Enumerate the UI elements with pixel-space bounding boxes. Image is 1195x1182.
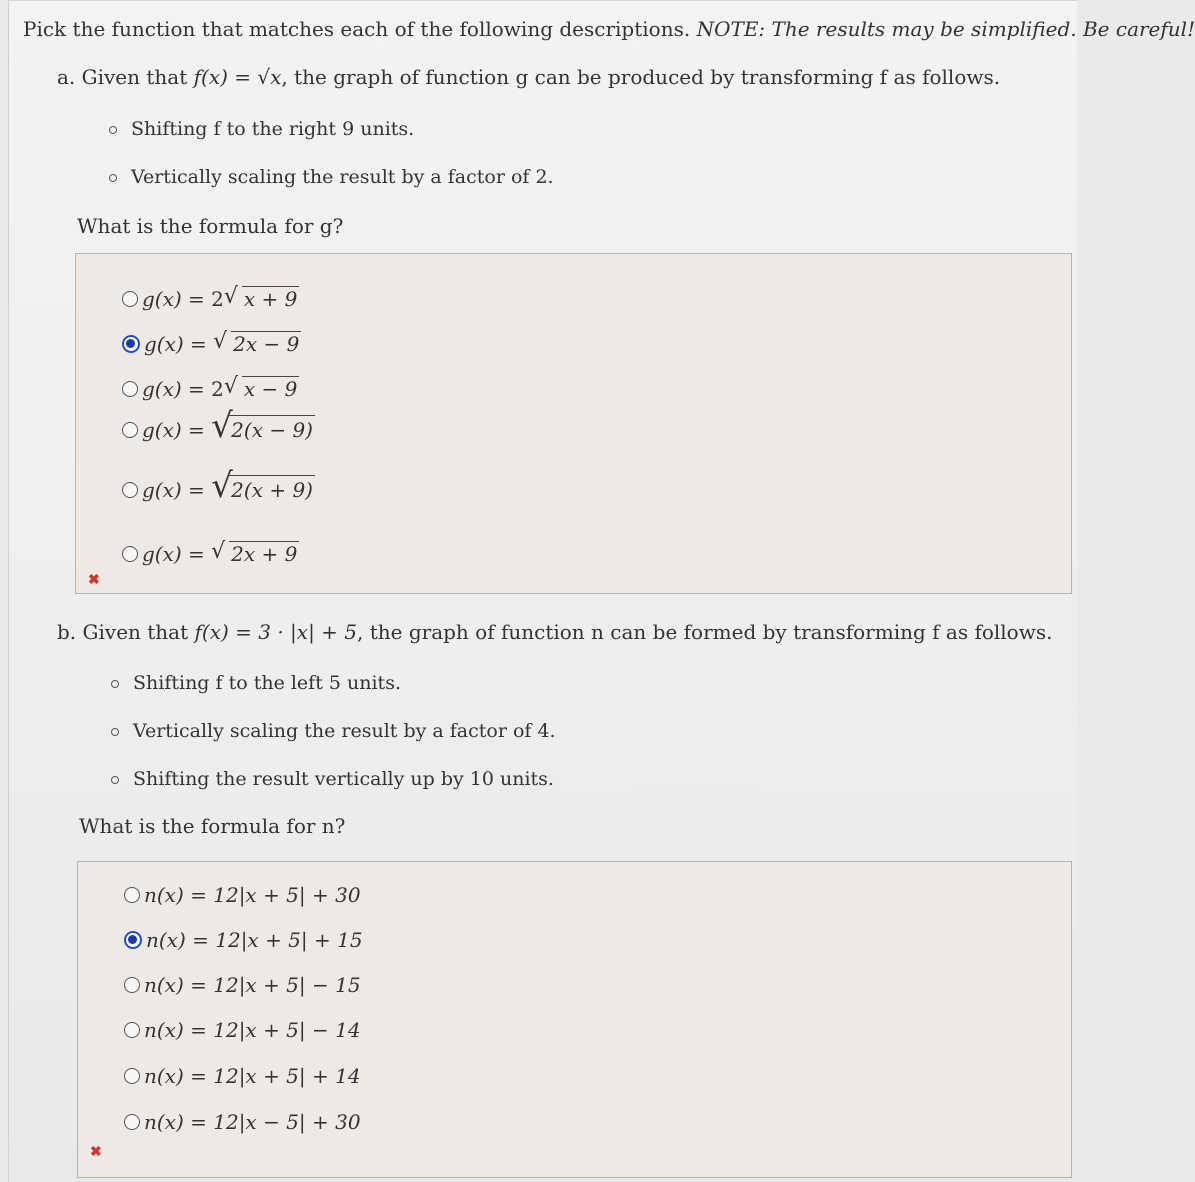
radical-sign-icon: √ <box>223 374 238 399</box>
radicand: 2x − 9 <box>233 332 300 356</box>
radicand: 2(x − 9) <box>229 415 315 442</box>
option-formula <box>142 374 299 401</box>
part-b-option-2[interactable] <box>124 925 363 955</box>
part-a-label-rest: , the graph of function g can be produced by transforming f as follows. <box>281 65 1001 89</box>
radio-unselected-icon[interactable] <box>122 381 138 397</box>
formula-lhs: g(x) = <box>142 287 212 311</box>
radio-unselected-icon[interactable] <box>122 546 138 562</box>
formula-lhs: g(x) = <box>142 418 212 442</box>
part-b-answer-box <box>77 861 1072 1178</box>
option-formula <box>142 466 315 506</box>
question-intro <box>23 15 1195 43</box>
part-b-label: b. Given that <box>57 620 195 644</box>
part-a-answer-box <box>75 253 1072 594</box>
part-a-option-2[interactable] <box>122 329 301 359</box>
formula-lhs: g(x) = <box>142 377 212 401</box>
part-a-option-5[interactable] <box>122 466 315 506</box>
part-b-description <box>57 618 1052 646</box>
part-b-step-3: Shifting the result vertically up by 10 units. <box>133 768 554 790</box>
formula-coefficient: 2 <box>211 287 224 311</box>
option-formula: n(x) = 12|x + 5| − 14 <box>144 1018 361 1042</box>
part-a-option-1[interactable] <box>122 284 299 314</box>
square-root <box>223 374 299 401</box>
formula-coefficient: 2 <box>211 377 224 401</box>
square-root <box>211 539 299 566</box>
part-b-label-rest: , the graph of function n can be formed by transforming f as follows. <box>357 620 1053 644</box>
part-b-prompt: What is the formula for n? <box>79 814 346 838</box>
part-b-step-2: Vertically scaling the result by a factor of 4. <box>133 720 556 742</box>
part-b-incorrect-icon: ✖ <box>90 1144 102 1160</box>
part-a-option-6[interactable] <box>122 539 299 569</box>
square-root <box>211 466 315 506</box>
part-a-option-3[interactable] <box>122 374 299 404</box>
formula-lhs: g(x) = <box>142 542 212 566</box>
part-b-option-5[interactable] <box>124 1061 361 1091</box>
formula-lhs: g(x) = <box>142 478 212 502</box>
radio-unselected-icon[interactable] <box>122 482 138 498</box>
radical-sign-icon: √ <box>213 329 228 354</box>
part-b-option-1[interactable] <box>124 880 361 910</box>
option-formula: n(x) = 12|x − 5| + 30 <box>144 1110 361 1134</box>
intro-text: Pick the function that matches each of the following descriptions. <box>23 17 691 41</box>
radical-sign-icon: √ <box>223 284 238 309</box>
part-a-description <box>57 63 1000 91</box>
question-page <box>8 0 1195 1182</box>
part-b-option-3[interactable] <box>124 970 361 1000</box>
part-a-option-4[interactable] <box>122 406 315 446</box>
part-b-option-6[interactable] <box>124 1107 361 1137</box>
part-a-prompt: What is the formula for g? <box>77 214 344 238</box>
radio-unselected-icon[interactable] <box>124 1068 140 1084</box>
part-a-label: a. Given that <box>57 65 194 89</box>
option-formula: n(x) = 12|x + 5| − 15 <box>144 973 361 997</box>
radio-unselected-icon[interactable] <box>124 1022 140 1038</box>
part-a-function-definition: f(x) = √x <box>193 65 282 89</box>
radio-selected-icon[interactable] <box>124 931 142 949</box>
part-b-step-1: Shifting f to the left 5 units. <box>133 672 401 694</box>
part-b-function-definition: f(x) = 3 · |x| + 5 <box>194 620 358 644</box>
radical-sign-icon: √ <box>211 406 233 446</box>
radio-unselected-icon[interactable] <box>124 1114 140 1130</box>
option-formula <box>144 329 301 356</box>
radical-sign-icon: √ <box>211 466 233 506</box>
square-root <box>211 406 315 446</box>
part-a-incorrect-icon: ✖ <box>88 572 100 588</box>
radio-selected-icon[interactable] <box>122 335 140 353</box>
radical-sign-icon: √ <box>211 539 226 564</box>
radio-unselected-icon[interactable] <box>124 977 140 993</box>
radio-unselected-icon[interactable] <box>124 887 140 903</box>
option-formula: n(x) = 12|x + 5| + 30 <box>144 883 361 907</box>
radicand: 2(x + 9) <box>229 475 315 502</box>
option-formula: n(x) = 12|x + 5| + 14 <box>144 1064 361 1088</box>
radio-unselected-icon[interactable] <box>122 291 138 307</box>
intro-note: NOTE: The results may be simplified. Be careful! <box>696 17 1195 41</box>
formula-lhs: g(x) = <box>144 332 214 356</box>
radicand: x + 9 <box>243 287 298 311</box>
option-formula <box>142 284 299 311</box>
part-a-step-1: Shifting f to the right 9 units. <box>131 118 415 140</box>
part-b-option-4[interactable] <box>124 1015 361 1045</box>
part-a-step-2: Vertically scaling the result by a factor of 2. <box>131 166 554 188</box>
option-formula: n(x) = 12|x + 5| + 15 <box>146 928 363 952</box>
radio-unselected-icon[interactable] <box>122 422 138 438</box>
square-root <box>213 329 301 356</box>
radicand: x − 9 <box>243 377 298 401</box>
radicand: 2x + 9 <box>231 542 298 566</box>
option-formula <box>142 406 315 446</box>
square-root <box>223 284 299 311</box>
option-formula <box>142 539 299 566</box>
